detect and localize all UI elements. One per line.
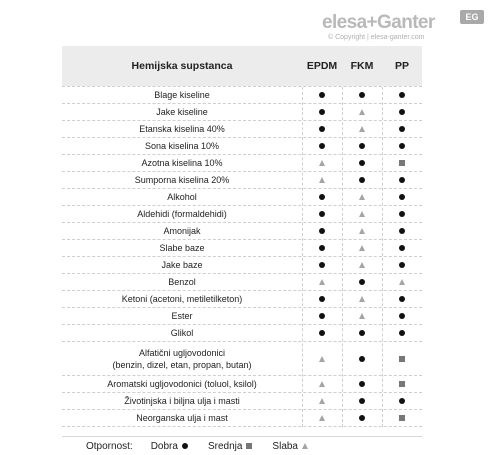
resistance-cell [302, 260, 342, 270]
table-row [62, 257, 422, 274]
table-row [62, 87, 422, 104]
resistance-cell [382, 141, 422, 151]
table-row [62, 121, 422, 138]
table-row [62, 325, 422, 342]
table-row [62, 206, 422, 223]
resistance-cell [342, 107, 382, 117]
circle-icon [359, 398, 365, 404]
resistance-cell [382, 328, 422, 338]
resistance-cell [382, 379, 422, 389]
circle-icon [359, 143, 365, 149]
legend-poor [272, 441, 308, 452]
legend [62, 436, 422, 455]
circle-icon [319, 126, 325, 132]
circle-icon [359, 415, 365, 421]
resistance-cell [342, 141, 382, 151]
circle-icon [319, 313, 325, 319]
table-row [62, 240, 422, 257]
resistance-cell [342, 311, 382, 321]
resistance-cell [342, 226, 382, 236]
table-row [62, 393, 422, 410]
circle-icon [319, 194, 325, 200]
substance-name: Azotna kiselina 10% [141, 158, 223, 168]
resistance-cell [342, 192, 382, 202]
circle-icon [359, 92, 365, 98]
resistance-cell [382, 396, 422, 406]
triangle-icon [359, 194, 365, 200]
header-pp: PP [394, 60, 409, 72]
table-row [62, 138, 422, 155]
resistance-cell [382, 277, 422, 287]
resistance-cell [342, 209, 382, 219]
circle-icon [399, 177, 405, 183]
table-row [62, 223, 422, 240]
circle-icon [359, 356, 365, 362]
resistance-cell [342, 175, 382, 185]
resistance-cell [302, 277, 342, 287]
circle-icon [359, 160, 365, 166]
resistance-cell [302, 141, 342, 151]
substance-name: Sona kiselina 10% [144, 141, 220, 151]
table-row [62, 376, 422, 393]
resistance-cell [302, 413, 342, 423]
substance-name: Jake kiseline [156, 107, 208, 117]
circle-icon [399, 313, 405, 319]
circle-icon [319, 92, 325, 98]
copyright-text: © Copyright | elesa-ganter.com [328, 34, 425, 41]
resistance-cell [302, 243, 342, 253]
resistance-cell [342, 328, 382, 338]
circle-icon [319, 109, 325, 115]
table-row [62, 342, 422, 376]
substance-name: Ketoni (acetoni, metiletilketon) [121, 294, 243, 304]
legend-good-label: Dobra [150, 440, 178, 452]
substance-name: Glikol [170, 328, 194, 338]
resistance-cell [342, 124, 382, 134]
column-divider [342, 87, 343, 427]
resistance-cell [302, 311, 342, 321]
circle-icon [399, 126, 405, 132]
circle-icon [399, 194, 405, 200]
resistance-cell [382, 354, 422, 364]
resistance-cell [382, 311, 422, 321]
resistance-cell [302, 107, 342, 117]
resistance-cell [302, 90, 342, 100]
table-row [62, 189, 422, 206]
resistance-cell [382, 192, 422, 202]
legend-medium-label: Srednja [207, 440, 243, 452]
resistance-cell [302, 209, 342, 219]
triangle-icon [359, 296, 365, 302]
resistance-cell [342, 260, 382, 270]
square-icon [399, 381, 405, 387]
circle-icon [319, 228, 325, 234]
table-row [62, 104, 422, 121]
table-row [62, 172, 422, 189]
resistance-cell [382, 209, 422, 219]
brand-logo [318, 10, 484, 42]
table-row [62, 274, 422, 291]
triangle-icon [359, 245, 365, 251]
resistance-cell [302, 158, 342, 168]
resistance-cell [302, 354, 342, 364]
substance-name: Sumporna kiselina 20% [134, 175, 230, 185]
circle-icon [399, 296, 405, 302]
table-row [62, 410, 422, 427]
circle-icon [319, 143, 325, 149]
triangle-icon [319, 356, 325, 362]
substance-name: Neorganska ulja i mast [136, 413, 228, 423]
triangle-icon [319, 279, 325, 285]
resistance-cell [302, 226, 342, 236]
table-row [62, 155, 422, 172]
substance-name: Alkohol [167, 192, 197, 202]
triangle-icon [359, 109, 365, 115]
circle-icon [399, 398, 405, 404]
resistance-cell [302, 396, 342, 406]
resistance-cell [302, 379, 342, 389]
column-divider [302, 87, 303, 427]
header-fkm: FKM [350, 60, 374, 72]
resistance-cell [382, 243, 422, 253]
substance-name: Amonijak [163, 226, 201, 236]
resistance-cell [342, 413, 382, 423]
substance-name: Slabe baze [159, 243, 205, 253]
circle-icon [399, 143, 405, 149]
table-body [62, 86, 422, 427]
circle-icon [319, 262, 325, 268]
substance-name: Ester [171, 311, 193, 321]
resistance-cell [382, 175, 422, 185]
substance-name: Alfatični ugljovodonici (benzin, dizel, etan, propan, butan) [112, 347, 252, 370]
resistance-cell [382, 226, 422, 236]
circle-icon [319, 245, 325, 251]
header-substance: Hemijska supstanca [131, 60, 233, 72]
circle-icon [399, 262, 405, 268]
resistance-cell [302, 175, 342, 185]
square-icon [399, 160, 405, 166]
resistance-cell [302, 328, 342, 338]
triangle-icon [359, 262, 365, 268]
resistance-cell [382, 413, 422, 423]
triangle-icon [319, 381, 325, 387]
square-icon [399, 415, 405, 421]
circle-icon [399, 330, 405, 336]
circle-icon [359, 330, 365, 336]
circle-icon [399, 245, 405, 251]
substance-name: Aldehidi (formaldehidi) [137, 209, 227, 219]
resistance-cell [342, 354, 382, 364]
resistance-cell [382, 260, 422, 270]
triangle-icon [359, 126, 365, 132]
table-header [62, 46, 422, 86]
chemical-resistance-table [62, 46, 422, 427]
legend-medium [208, 441, 252, 452]
circle-icon [359, 279, 365, 285]
circle-icon [399, 92, 405, 98]
column-divider [382, 87, 383, 427]
table-row [62, 291, 422, 308]
triangle-icon [319, 415, 325, 421]
resistance-cell [382, 107, 422, 117]
resistance-cell [302, 124, 342, 134]
table-row [62, 308, 422, 325]
legend-title: Otpornost: [86, 440, 133, 452]
substance-name: Životinjska i biljna ulja i masti [124, 396, 240, 406]
circle-icon [359, 177, 365, 183]
circle-icon [399, 228, 405, 234]
substance-name: Aromatski ugljovodonici (toluol, ksilol) [107, 379, 257, 389]
resistance-cell [342, 243, 382, 253]
triangle-icon [319, 398, 325, 404]
resistance-cell [382, 158, 422, 168]
circle-icon [319, 296, 325, 302]
square-icon [399, 356, 405, 362]
triangle-icon [399, 279, 405, 285]
substance-name: Jake baze [161, 260, 203, 270]
legend-poor-label: Slaba [272, 440, 298, 452]
resistance-cell [342, 158, 382, 168]
resistance-cell [382, 90, 422, 100]
resistance-cell [382, 294, 422, 304]
resistance-cell [342, 379, 382, 389]
circle-icon [182, 443, 188, 449]
legend-good [151, 441, 188, 452]
resistance-cell [342, 277, 382, 287]
triangle-icon [302, 443, 308, 449]
circle-icon [319, 211, 325, 217]
resistance-cell [302, 192, 342, 202]
circle-icon [399, 109, 405, 115]
circle-icon [319, 330, 325, 336]
triangle-icon [359, 228, 365, 234]
triangle-icon [319, 160, 325, 166]
resistance-cell [342, 294, 382, 304]
resistance-cell [382, 124, 422, 134]
square-icon [246, 443, 252, 449]
brand-badge: EG [460, 10, 484, 24]
triangle-icon [359, 313, 365, 319]
substance-name: Etanska kiselina 40% [139, 124, 225, 134]
resistance-cell [342, 396, 382, 406]
triangle-icon [319, 177, 325, 183]
substance-name: Benzol [168, 277, 196, 287]
header-epdm: EPDM [306, 60, 338, 72]
circle-icon [359, 381, 365, 387]
circle-icon [399, 211, 405, 217]
substance-name: Blage kiseline [154, 90, 210, 100]
resistance-cell [302, 294, 342, 304]
brand-name: elesa+Ganter [322, 12, 435, 33]
triangle-icon [359, 211, 365, 217]
resistance-cell [342, 90, 382, 100]
